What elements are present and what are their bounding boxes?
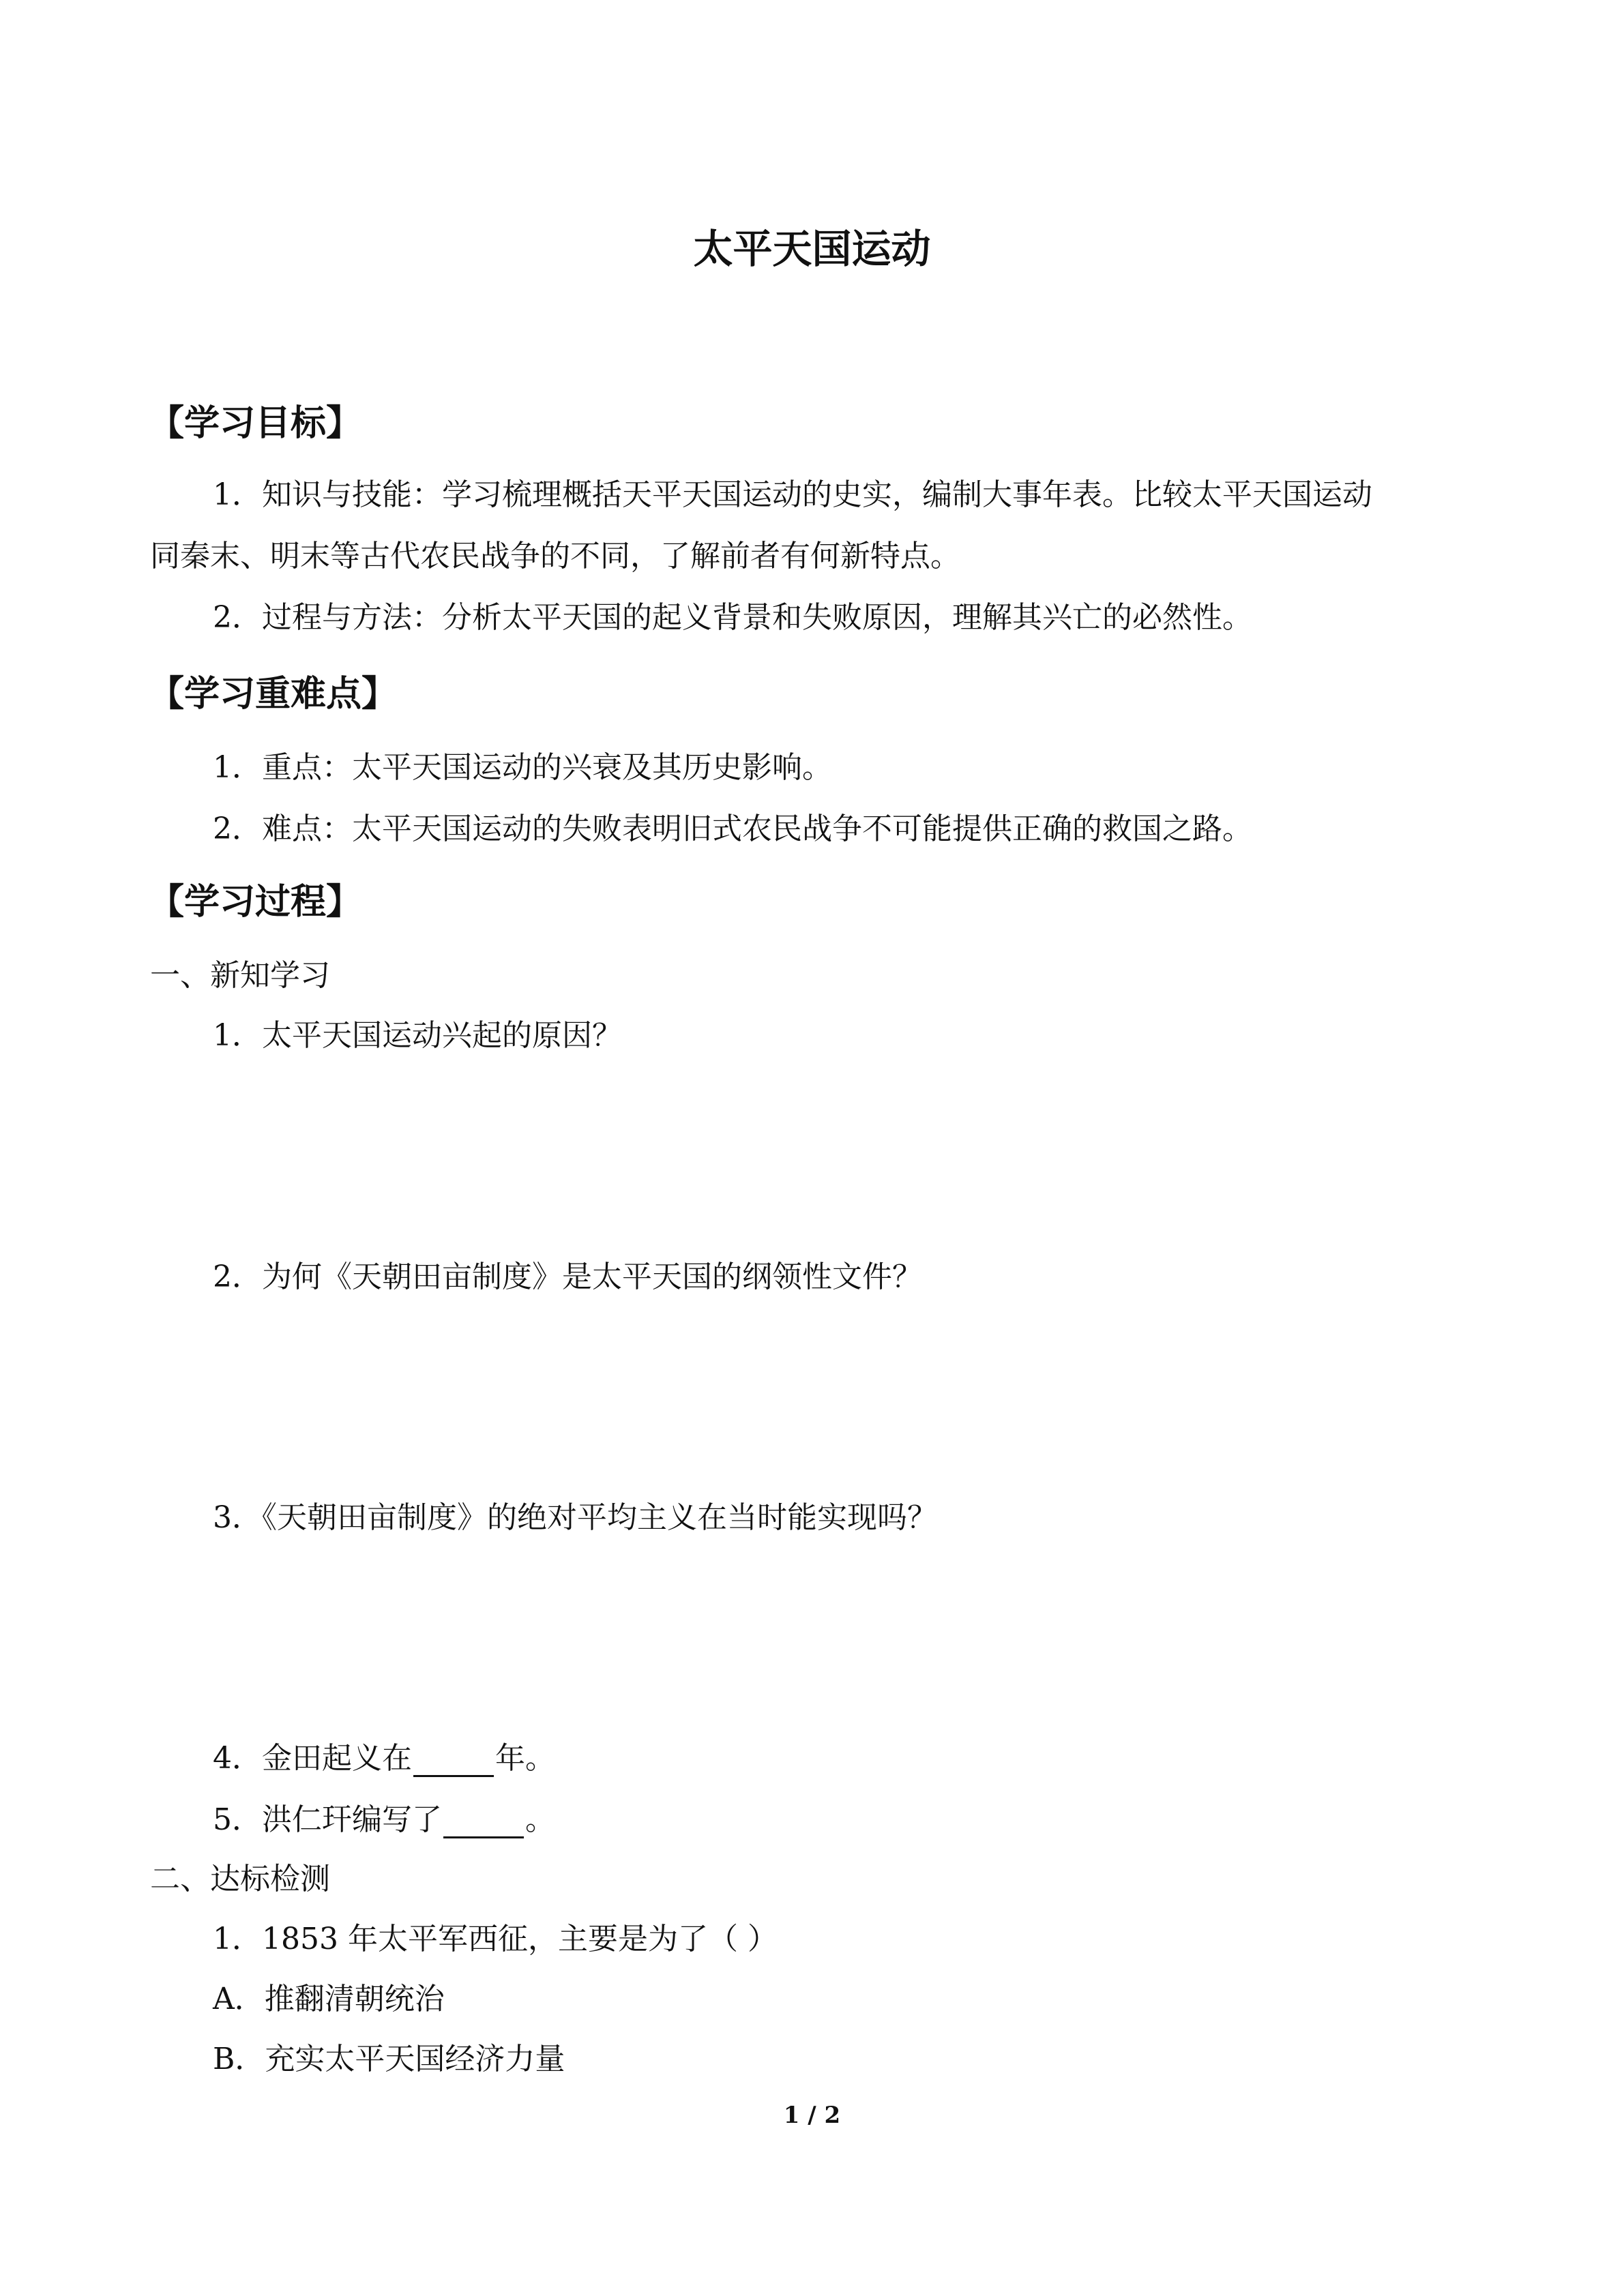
question-1: 1．太平天国运动兴起的原因？ <box>213 1018 622 1053</box>
goals-item-1-line-1: 1．知识与技能：学习梳理概括天平天国运动的史实，编制大事年表。比较太平天国运动 <box>213 477 1372 512</box>
process-heading: 【学习过程】 <box>149 882 362 923</box>
mc-question-1: 1．1853 年太平军西征，主要是为了（ ） <box>213 1922 778 1956</box>
question-5 <box>213 1802 555 1838</box>
question-4 <box>213 1741 555 1777</box>
question-4-prefix: 4．金田起义在 <box>213 1741 412 1776</box>
question-5-blank[interactable] <box>443 1806 524 1838</box>
page-number: 1 / 2 <box>783 2102 841 2129</box>
question-4-blank[interactable] <box>413 1745 494 1777</box>
keypoints-heading: 【学习重难点】 <box>149 674 398 715</box>
question-5-suffix: 。 <box>525 1802 555 1837</box>
question-5-prefix: 5．洪仁玕编写了 <box>213 1802 442 1837</box>
page-title: 太平天国运动 <box>693 226 931 272</box>
goals-item-2: 2．过程与方法：分析太平天国的起义背景和失败原因，理解其兴亡的必然性。 <box>213 600 1252 635</box>
option-a: A．推翻清朝统治 <box>213 1982 445 2016</box>
goals-heading: 【学习目标】 <box>149 403 362 444</box>
question-4-suffix: 年。 <box>495 1741 555 1776</box>
part-1-title: 一、新知学习 <box>150 958 330 993</box>
keypoints-item-2: 2．难点：太平天国运动的失败表明旧式农民战争不可能提供正确的救国之路。 <box>213 811 1252 846</box>
goals-item-1-line-2: 同秦末、明末等古代农民战争的不同，了解前者有何新特点。 <box>150 539 960 573</box>
part-2-title: 二、达标检测 <box>150 1862 330 1896</box>
option-b: B．充实太平天国经济力量 <box>213 2042 565 2076</box>
keypoints-item-1: 1．重点：太平天国运动的兴衰及其历史影响。 <box>213 750 832 785</box>
question-3: 3．《天朝田亩制度》的绝对平均主义在当时能实现吗？ <box>213 1500 937 1535</box>
question-2: 2．为何《天朝田亩制度》是太平天国的纲领性文件？ <box>213 1259 922 1294</box>
